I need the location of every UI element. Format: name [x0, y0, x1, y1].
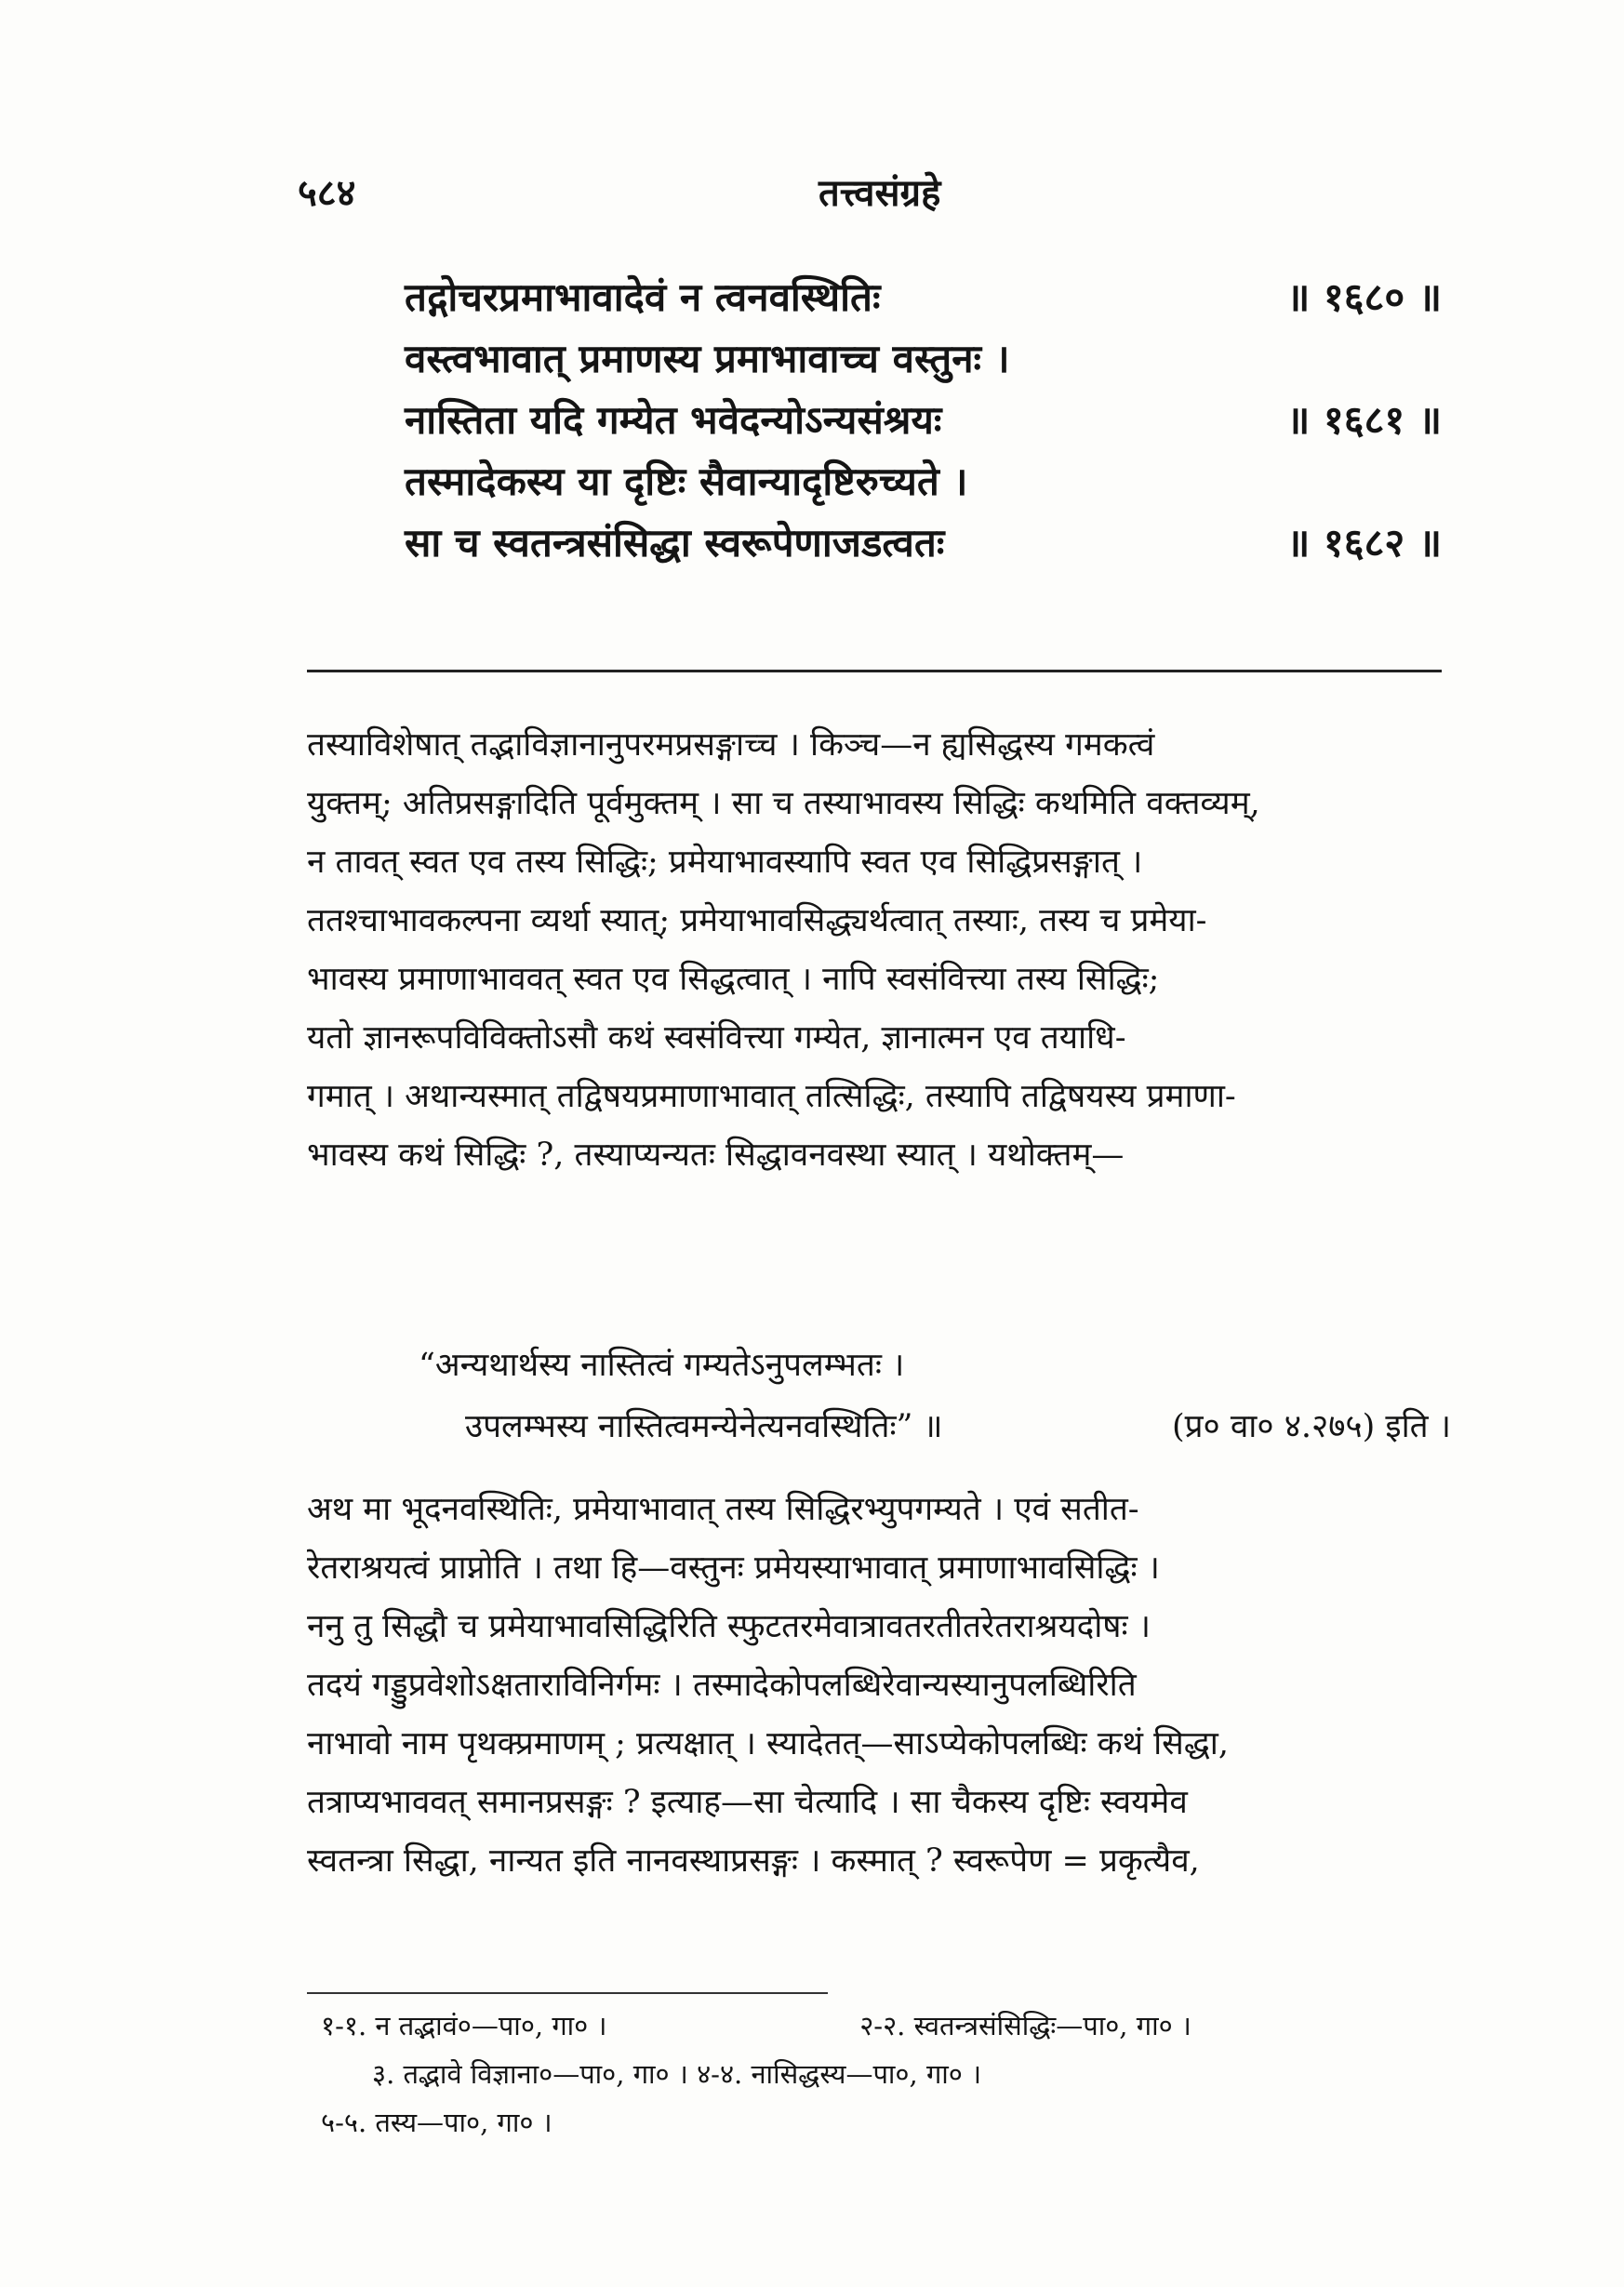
footnote-line — [321, 2098, 1437, 2147]
quotation-reference: (प्र० वा० ४.२७५) इति । — [1171, 1408, 1451, 1445]
footnote-line — [321, 2050, 1437, 2098]
footnote-line — [321, 2001, 1437, 2050]
commentary-line: तत्राप्यभाववत् समानप्रसङ्गः ? इत्याह—सा चेत्यादि । सा चैकस्य दृष्टिः स्वयमेव — [307, 1784, 1188, 1821]
commentary-line: अथ मा भूदनवस्थितिः, प्रमेयाभावात् तस्य सिद्धिरभ्युपगम्यते । एवं सतीत- — [307, 1491, 1139, 1528]
footnote: ४-४. नासिद्धस्य—पा०, गा० । — [697, 2058, 982, 2090]
commentary-line: नाभावो नाम पृथक्प्रमाणम् ; प्रत्यक्षात् । स्यादेतत्—साऽप्येकोपलब्धिः कथं सिद्धा, — [307, 1725, 1229, 1762]
verse-text: सा च स्वतन्त्रसंसिद्धा स्वरूपेणाजडत्वतः — [405, 520, 945, 565]
commentary-block-2 — [307, 1481, 1451, 1891]
quotation-line — [307, 1396, 1451, 1457]
verse-text: नास्तिता यदि गम्येत भवेदन्योऽन्यसंश्रयः — [405, 397, 942, 443]
commentary-line: यतो ज्ञानरूपविविक्तोऽसौ कथं स्वसंवित्त्या गम्येत, ज्ञानात्मन एव तयाधि- — [307, 1019, 1126, 1057]
quotation-text: उपलम्भस्य नास्तित्वमन्येनेत्यनवस्थितिः” ॥ — [465, 1408, 943, 1445]
footnotes — [321, 2001, 1437, 2147]
verse-number: ॥ १६८२ ॥ — [1286, 520, 1442, 565]
verse-text: तद्गोचरप्रमाभावादेवं न त्वनवस्थितिः — [405, 274, 881, 320]
commentary-block — [307, 716, 1451, 1185]
commentary-line: गमात् । अथान्यस्मात् तद्विषयप्रमाणाभावात् तत्सिद्धिः, तस्यापि तद्विषयस्य प्रमाणा- — [307, 1078, 1236, 1115]
verse-line — [405, 392, 1442, 454]
footnote-divider — [307, 1992, 828, 1994]
commentary-line: स्वतन्त्रा सिद्धा, नान्यत इति नानवस्थाप्रसङ्गः । कस्मात् ? स्वरूपेण = प्रकृत्यैव, — [307, 1842, 1200, 1880]
footnote: १-१. न तद्भावं०—पा०, गा० । — [321, 2010, 607, 2041]
footnote: २-२. स्वतन्त्रसंसिद्धिः—पा०, गा० । — [859, 2010, 1191, 2041]
commentary-line: युक्तम्; अतिप्रसङ्गादिति पूर्वमुक्तम् । सा च तस्याभावस्य सिद्धिः कथमिति वक्तव्यम्, — [307, 785, 1260, 822]
commentary-line: ननु तु सिद्धौ च प्रमेयाभावसिद्धिरिति स्फुटतरमेवात्रावतरतीतरेतराश्रयदोषः । — [307, 1608, 1151, 1645]
verse-line — [405, 331, 1442, 392]
quotation-line: “अन्यथार्थस्य नास्तित्वं गम्यतेऽनुपलम्भतः । — [419, 1347, 905, 1384]
commentary-line: तदयं गड्डुप्रवेशोऽक्षताराविनिर्गमः । तस्मादेकोपलब्धिरेवान्यस्यानुपलब्धिरिति — [307, 1667, 1137, 1704]
footnote: ५-५. तस्य—पा०, गा० । — [321, 2107, 552, 2138]
commentary-line: न तावत् स्वत एव तस्य सिद्धिः; प्रमेयाभावस्यापि स्वत एव सिद्धिप्रसङ्गात् । — [307, 844, 1143, 881]
commentary-line: ततश्चाभावकल्पना व्यर्था स्यात्; प्रमेयाभावसिद्ध्यर्थत्वात् तस्याः, तस्य च प्रमेया- — [307, 902, 1207, 939]
verse-line — [405, 515, 1442, 577]
commentary-line: भावस्य प्रमाणाभाववत् स्वत एव सिद्धत्वात् । नापि स्वसंवित्त्या तस्य सिद्धिः; — [307, 961, 1160, 998]
running-title: तत्त्वसंग्रहे — [819, 171, 941, 215]
quotation-block — [307, 1335, 1451, 1457]
verse-line — [405, 270, 1442, 331]
verse-block — [405, 270, 1442, 577]
verse-number: ॥ १६८१ ॥ — [1286, 397, 1442, 443]
verse-text: वस्त्वभावात् प्रमाणस्य प्रमाभावाच्च वस्तुनः । — [405, 336, 1010, 381]
verse-line — [405, 454, 1442, 515]
page-number: ५८४ — [298, 171, 356, 215]
commentary-line: भावस्य कथं सिद्धिः ?, तस्याप्यन्यतः सिद्धावनवस्था स्यात् । यथोक्तम्— — [307, 1137, 1125, 1174]
page-header — [298, 166, 1442, 221]
footnote: ३. तद्भावे विज्ञाना०—पा०, गा० । — [372, 2058, 688, 2090]
verse-divider — [307, 670, 1442, 672]
verse-number: ॥ १६८० ॥ — [1286, 274, 1442, 320]
commentary-line: तस्याविशेषात् तद्भाविज्ञानानुपरमप्रसङ्गाच्च । किञ्च—न ह्यसिद्धस्य गमकत्वं — [307, 726, 1155, 764]
verse-text: तस्मादेकस्य या दृष्टिः सैवान्यादृष्टिरुच्यते । — [405, 459, 968, 504]
commentary-line: रेतराश्रयत्वं प्राप्नोति । तथा हि—वस्तुनः प्रमेयस्याभावात् प्रमाणाभावसिद्धिः । — [307, 1549, 1160, 1587]
